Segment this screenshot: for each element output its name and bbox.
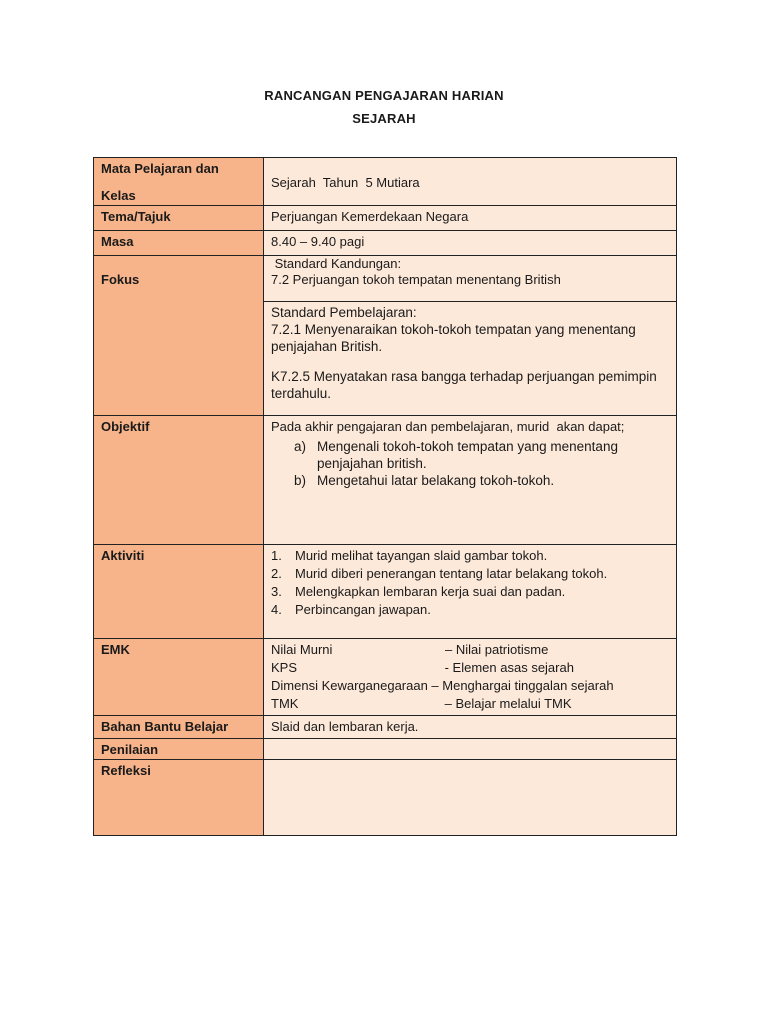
value-tema: Perjuangan Kemerdekaan Negara: [264, 206, 677, 231]
objektif-marker-a: a): [294, 439, 307, 454]
row-refleksi: [94, 760, 677, 836]
sk-value: 7.2 Perjuangan tokoh tempatan menentang British: [271, 272, 561, 287]
aktiviti-text-3: Melengkapkan lembaran kerja suai dan padan.: [295, 584, 566, 599]
label-penilaian: Penilaian: [94, 739, 264, 760]
value-mata-pelajaran: [264, 158, 677, 206]
emk-row: [271, 641, 670, 659]
list-item: [294, 438, 670, 472]
label-tema: Tema/Tajuk: [94, 206, 264, 231]
sk-heading: Standard Kandungan:: [271, 256, 402, 271]
emk-value-1: – Nilai patriotisme: [445, 642, 549, 657]
emk-value-2: - Elemen asas sejarah: [441, 660, 574, 675]
aktiviti-list: [271, 547, 670, 619]
aktiviti-marker-1: 1.: [271, 548, 282, 563]
value-emk: [264, 639, 677, 716]
row-bahan: [94, 716, 677, 739]
fokus-label-text: Fokus: [101, 272, 140, 287]
emk-key-2: KPS: [271, 660, 298, 675]
label-objektif: Objektif: [94, 416, 264, 545]
objektif-marker-b: b): [294, 473, 307, 488]
objektif-text-b: Mengetahui latar belakang tokoh-tokoh.: [317, 473, 555, 488]
lesson-plan-table: [93, 157, 677, 836]
value-penilaian: [264, 739, 677, 760]
sp-value-2: K7.2.5 Menyatakan rasa bangga terhadap perjuangan pemimpin terdahulu.: [271, 369, 657, 401]
list-item: [294, 472, 670, 489]
mata-pelajaran-text: Sejarah Tahun 5 Mutiara: [271, 175, 420, 190]
sp-heading: Standard Pembelajaran:: [271, 305, 417, 320]
row-mata-pelajaran: [94, 158, 677, 206]
emk-row: [271, 677, 670, 695]
objektif-text-a: Mengenali tokoh-tokoh tempatan yang menentang penjajahan british.: [317, 439, 618, 471]
aktiviti-marker-3: 3.: [271, 584, 282, 599]
objektif-list: [271, 438, 670, 489]
label-mata-pelajaran: [94, 158, 264, 206]
row-fokus-sk: [94, 256, 677, 302]
label-fokus: [94, 256, 264, 416]
row-tema: [94, 206, 677, 231]
label-refleksi: Refleksi: [94, 760, 264, 836]
aktiviti-text-4: Perbincangan jawapan.: [295, 602, 431, 617]
value-refleksi: [264, 760, 677, 836]
value-fokus-sk: [264, 256, 677, 302]
row-objektif: [94, 416, 677, 545]
value-aktiviti: [264, 545, 677, 639]
emk-row: [271, 695, 670, 713]
emk-key-1: Nilai Murni: [271, 642, 333, 657]
list-item: [271, 565, 670, 583]
label-mata-pelajaran-line1: Mata Pelajaran dan: [101, 161, 219, 176]
emk-row: [271, 659, 670, 677]
aktiviti-marker-4: 4.: [271, 602, 282, 617]
value-bahan: Slaid dan lembaran kerja.: [264, 716, 677, 739]
emk-key-3: Dimensi Kewarganegaraan: [271, 678, 428, 693]
row-masa: [94, 231, 677, 256]
emk-key-4: TMK: [271, 696, 299, 711]
row-penilaian: [94, 739, 677, 760]
label-bahan: Bahan Bantu Belajar: [94, 716, 264, 739]
list-item: [271, 547, 670, 565]
aktiviti-marker-2: 2.: [271, 566, 282, 581]
row-emk: [94, 639, 677, 716]
row-aktiviti: [94, 545, 677, 639]
label-mata-pelajaran-line2: Kelas: [101, 188, 136, 203]
aktiviti-text-1: Murid melihat tayangan slaid gambar tokoh.: [295, 548, 548, 563]
value-objektif: [264, 416, 677, 545]
aktiviti-text-2: Murid diberi penerangan tentang latar belakang tokoh.: [295, 566, 608, 581]
objektif-intro: Pada akhir pengajaran dan pembelajaran, murid akan dapat;: [271, 419, 625, 434]
value-masa: 8.40 – 9.40 pagi: [264, 231, 677, 256]
list-item: [271, 583, 670, 601]
list-item: [271, 601, 670, 619]
label-emk: EMK: [94, 639, 264, 716]
document-title: RANCANGAN PENGAJARAN HARIAN: [264, 88, 504, 103]
label-masa: Masa: [94, 231, 264, 256]
document-subtitle: SEJARAH: [352, 111, 416, 126]
value-fokus-sp: [264, 302, 677, 416]
emk-value-3: – Menghargai tinggalan sejarah: [427, 678, 614, 693]
emk-value-4: – Belajar melalui TMK: [441, 696, 572, 711]
label-aktiviti: Aktiviti: [94, 545, 264, 639]
sp-value-1: 7.2.1 Menyenaraikan tokoh-tokoh tempatan yang menentang penjajahan British.: [271, 322, 636, 354]
